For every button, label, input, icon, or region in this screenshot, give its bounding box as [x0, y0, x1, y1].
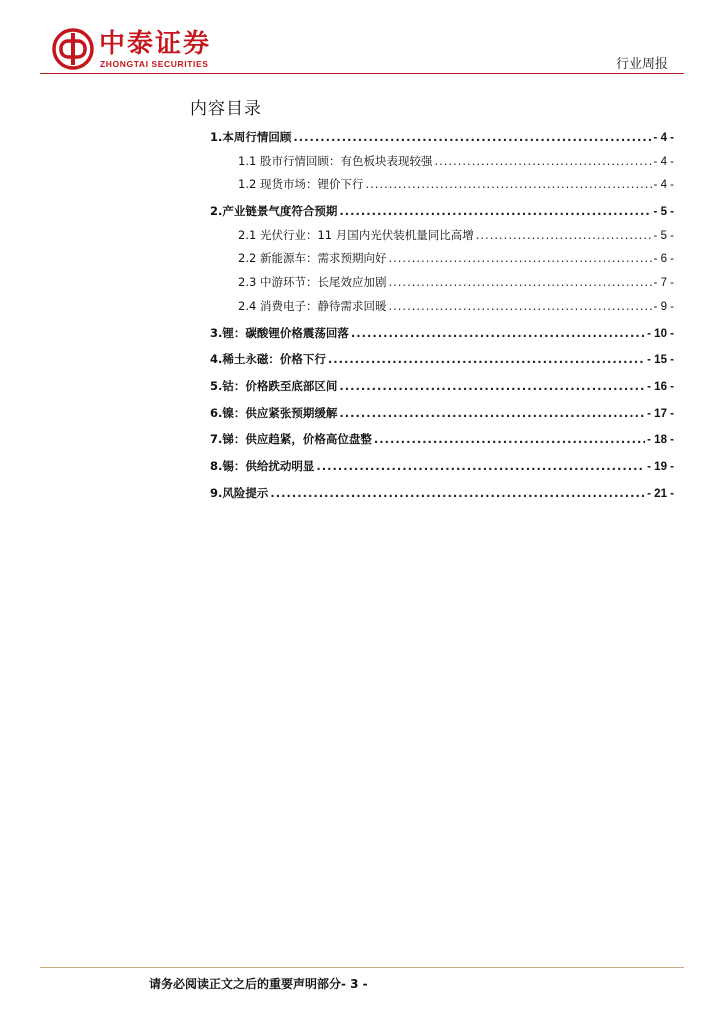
toc-entry[interactable]: [210, 200, 674, 224]
toc-entry-page: - 4 -: [653, 132, 674, 144]
header-divider: [40, 73, 684, 74]
toc-entry-label: 1.1 股市行情回顾：有色板块表现较强: [238, 153, 433, 168]
toc-entry[interactable]: [210, 402, 674, 426]
toc-entry[interactable]: [210, 295, 674, 319]
toc-entry-label: 7.锑：供应趋紧，价格高位盘整: [210, 432, 372, 447]
toc-entry-label: 8.锡：供给扰动明显: [210, 458, 315, 473]
footer-divider: [40, 967, 684, 968]
toc-entry-label: 2.1 光伏行业：11 月国内光伏装机量同比高增: [238, 227, 474, 242]
toc-entry-label: 2.3 中游环节：长尾效应加剧: [238, 275, 387, 290]
toc-dot-leader: [270, 482, 645, 506]
toc-entry[interactable]: [210, 224, 674, 248]
toc-entry-label: 2.2 新能源车：需求预期向好: [238, 251, 387, 266]
toc-entry-page: - 5 -: [653, 229, 674, 242]
toc-entry-page: - 4 -: [653, 179, 674, 192]
toc-entry[interactable]: [210, 322, 674, 346]
toc-dot-leader: [339, 375, 645, 399]
report-type: 行业周报: [615, 57, 668, 72]
toc-dot-leader: [388, 247, 651, 271]
toc-dot-leader: [339, 200, 651, 224]
toc-dot-leader: [388, 295, 651, 319]
toc-entry-page: - 6 -: [653, 253, 674, 266]
toc-dot-leader: [339, 402, 645, 426]
toc-entry-page: - 17 -: [647, 407, 674, 420]
toc-dot-leader: [351, 322, 645, 346]
toc-entry[interactable]: [210, 348, 674, 372]
toc-entry-label: 3.锂：碳酸锂价格震荡回落: [210, 325, 349, 340]
toc-entry[interactable]: [210, 482, 674, 506]
footer-disclaimer: 请务必阅读正文之后的重要声明部分- 3 -: [149, 977, 368, 991]
toc-entry-page: - 18 -: [647, 434, 674, 447]
toc-entry[interactable]: [210, 455, 674, 479]
toc-entry-label: 5.钴：价格跌至底部区间: [210, 378, 338, 393]
toc-entry-label: 1.2 现货市场：锂价下行: [238, 177, 364, 192]
toc-dot-leader: [293, 126, 651, 150]
toc-entry[interactable]: [210, 173, 674, 197]
toc-entry-page: - 21 -: [647, 487, 674, 500]
toc-title: 内容目录: [190, 99, 262, 119]
toc-dot-leader: [374, 428, 645, 452]
toc-entry-page: - 16 -: [647, 380, 674, 393]
toc-entry-page: - 19 -: [647, 460, 674, 473]
toc-entry[interactable]: [210, 271, 674, 295]
toc-entry[interactable]: [210, 428, 674, 452]
toc-entry-label: 1.本周行情回顾: [210, 130, 292, 144]
toc-entry-label: 2.4 消费电子：静待需求回暖: [238, 298, 387, 313]
toc-dot-leader: [476, 224, 652, 248]
toc-entry-page: - 15 -: [647, 354, 674, 367]
toc-entry-label: 4.稀土永磁：价格下行: [210, 352, 326, 367]
toc-entry-page: - 5 -: [653, 206, 674, 219]
toc-entry-page: - 4 -: [653, 155, 674, 168]
toc-entry-label: 9.风险提示: [210, 485, 269, 500]
toc-entry-page: - 10 -: [647, 327, 674, 340]
toc-entry-page: - 9 -: [653, 300, 674, 313]
logo-text-cn: 中泰证券: [99, 29, 212, 59]
table-of-contents: [210, 126, 674, 505]
toc-entry-label: 2.产业链景气度符合预期: [210, 204, 338, 219]
toc-dot-leader: [365, 173, 651, 197]
toc-dot-leader: [388, 271, 651, 295]
toc-entry-page: - 7 -: [653, 277, 674, 290]
toc-dot-leader: [328, 348, 645, 372]
logo-text-en: ZHONGTAI SECURITIES: [100, 59, 209, 69]
toc-entry[interactable]: [210, 247, 674, 271]
toc-dot-leader: [434, 150, 651, 174]
toc-entry-label: 6.镍：供应紧张预期缓解: [210, 405, 338, 420]
company-logo: [52, 28, 227, 72]
toc-dot-leader: [316, 455, 645, 479]
toc-entry[interactable]: [210, 126, 674, 150]
zhongtai-logo-icon: [52, 28, 94, 70]
toc-entry[interactable]: [210, 150, 674, 174]
toc-entry[interactable]: [210, 375, 674, 399]
